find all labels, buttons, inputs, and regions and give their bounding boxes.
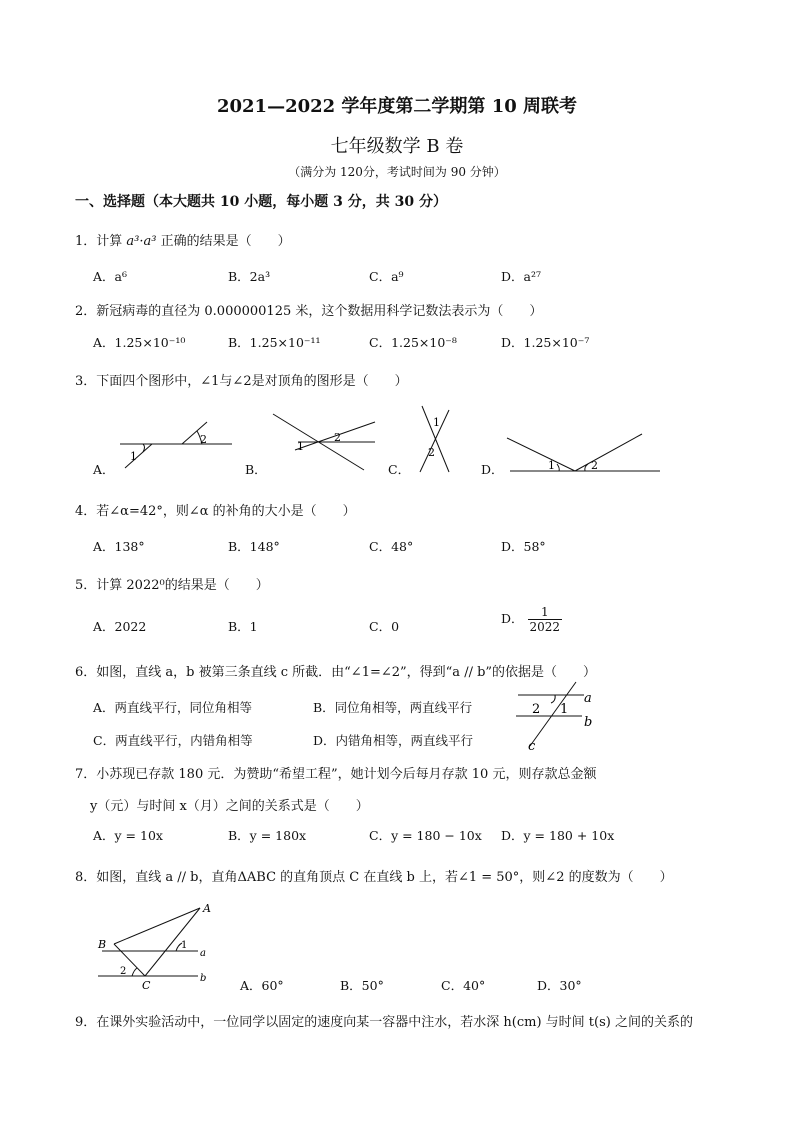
q7-option-a[interactable]: A．y = 10x [93,828,163,843]
q8-label-2: 2 [120,966,127,977]
q5-option-a[interactable]: A．2022 [93,619,147,634]
section-heading: 一、选择题（本大题共 10 小题，每小题 3 分，共 30 分） [75,194,447,210]
q5-option-d-label: D． [501,611,524,626]
q8-figure [90,898,220,993]
q2-option-d[interactable]: D．1.25×10⁻⁷ [501,335,590,350]
q7-option-d[interactable]: D．y = 180 + 10x [501,828,615,843]
q2-option-b[interactable]: B．1.25×10⁻¹¹ [228,335,321,350]
q5-option-d[interactable] [501,605,562,634]
q8-option-a[interactable]: A．60° [240,978,284,993]
question-7-line-2: y（元）与时间 x（月）之间的关系式是（ ） [90,799,369,814]
q6-label-c: c [528,739,536,754]
q6-figure [508,670,608,755]
q2-option-c[interactable]: C．1.25×10⁻⁸ [369,335,457,350]
q1-stem-post: 正确的结果是（ ） [156,234,291,249]
q6-label-2: 2 [532,702,541,717]
exam-title: 2021—2022 学年度第二学期第 10 周联考 [216,96,578,117]
q1-option-b[interactable]: B．2a³ [228,269,271,284]
q1-option-d[interactable]: D．a²⁷ [501,269,541,284]
exam-note: （满分为 120分，考试时间为 90 分钟） [288,165,506,179]
q3-option-d[interactable]: D． [481,462,504,477]
question-1 [75,230,291,249]
q3-option-a[interactable]: A． [93,462,115,477]
q3-d-label-2: 2 [591,459,598,472]
question-8: 8．如图，直线 a // b，直角ΔABC 的直角顶点 C 在直线 b 上，若∠1 = 50°，则∠2 的度数为（ ） [75,870,673,885]
question-7-line-1: 7．小苏现已存款 180 元．为赞助“希望工程”，她计划今后每月存款 10 元，则存款总金额 [75,767,597,782]
question-2: 2．新冠病毒的直径为 0.000000125 米，这个数据用科学记数法表示为（ ） [75,304,543,319]
q7-option-b[interactable]: B．y = 180x [228,828,307,843]
q1-option-a[interactable]: A．a⁶ [93,269,127,284]
question-5: 5．计算 2022⁰的结果是（ ） [75,578,269,593]
q3-b-label-2: 2 [334,431,341,444]
q7-option-c[interactable]: C．y = 180 − 10x [369,828,482,843]
question-9: 9．在课外实验活动中，一位同学以固定的速度向某一容器中注水，若水深 h(cm) 与时间 t(s) 之间的关系的 [75,1015,693,1030]
q8-label-A: A [203,902,211,915]
exam-subtitle: 七年级数学 B 卷 [330,136,464,157]
q3-c-label-1: 1 [433,416,440,429]
q3-option-c[interactable]: C． [388,462,411,477]
q3-b-label-1: 1 [297,440,304,453]
q4-option-c[interactable]: C．48° [369,539,414,554]
q6-option-a[interactable]: A．两直线平行，同位角相等 [93,700,253,715]
q6-label-1: 1 [560,702,569,717]
q3-figures [110,400,670,480]
q6-option-c[interactable]: C．两直线平行，内错角相等 [93,733,253,748]
question-3: 3．下面四个图形中，∠1与∠2是对顶角的图形是（ ） [75,374,408,389]
q5-option-c[interactable]: C．0 [369,619,400,634]
question-4: 4．若∠α=42°，则∠α 的补角的大小是（ ） [75,504,356,519]
q8-option-b[interactable]: B．50° [340,978,384,993]
q1-expression: a³·a³ [126,234,157,249]
q6-label-b: b [584,715,593,730]
q6-option-b[interactable]: B．同位角相等，两直线平行 [313,700,473,715]
q8-option-c[interactable]: C．40° [441,978,486,993]
q8-label-1: 1 [181,940,188,951]
q8-label-C: C [142,979,151,992]
q3-option-b[interactable]: B． [245,462,267,477]
q6-option-d[interactable]: D．内错角相等，两直线平行 [313,733,474,748]
q3-figure-b[interactable] [273,414,375,470]
q3-figure-d[interactable] [507,434,660,471]
q4-option-a[interactable]: A．138° [93,539,145,554]
q6-label-a: a [584,691,592,706]
q8-label-b: b [200,973,207,984]
q4-option-b[interactable]: B．148° [228,539,280,554]
q1-stem-pre: 1．计算 [75,234,127,249]
question-6: 6．如图，直线 a，b 被第三条直线 c 所截．由“∠1=∠2”，得到“a // b”的依据是（ ） [75,665,597,680]
q4-option-d[interactable]: D．58° [501,539,546,554]
q3-c-label-2: 2 [428,446,435,459]
q3-a-label-1: 1 [130,450,137,463]
q8-option-d[interactable]: D．30° [537,978,582,993]
q3-d-label-1: 1 [548,459,555,472]
q1-option-c[interactable]: C．a⁹ [369,269,404,284]
q5-option-b[interactable]: B．1 [228,619,258,634]
q5-fraction [528,605,563,634]
q8-label-B: B [98,938,107,951]
q5-fraction-numerator: 1 [528,605,563,620]
q2-option-a[interactable]: A．1.25×10⁻¹⁰ [93,335,186,350]
q5-fraction-denominator: 2022 [529,620,561,634]
q3-a-label-2: 2 [200,433,207,446]
q8-label-a: a [200,948,206,959]
